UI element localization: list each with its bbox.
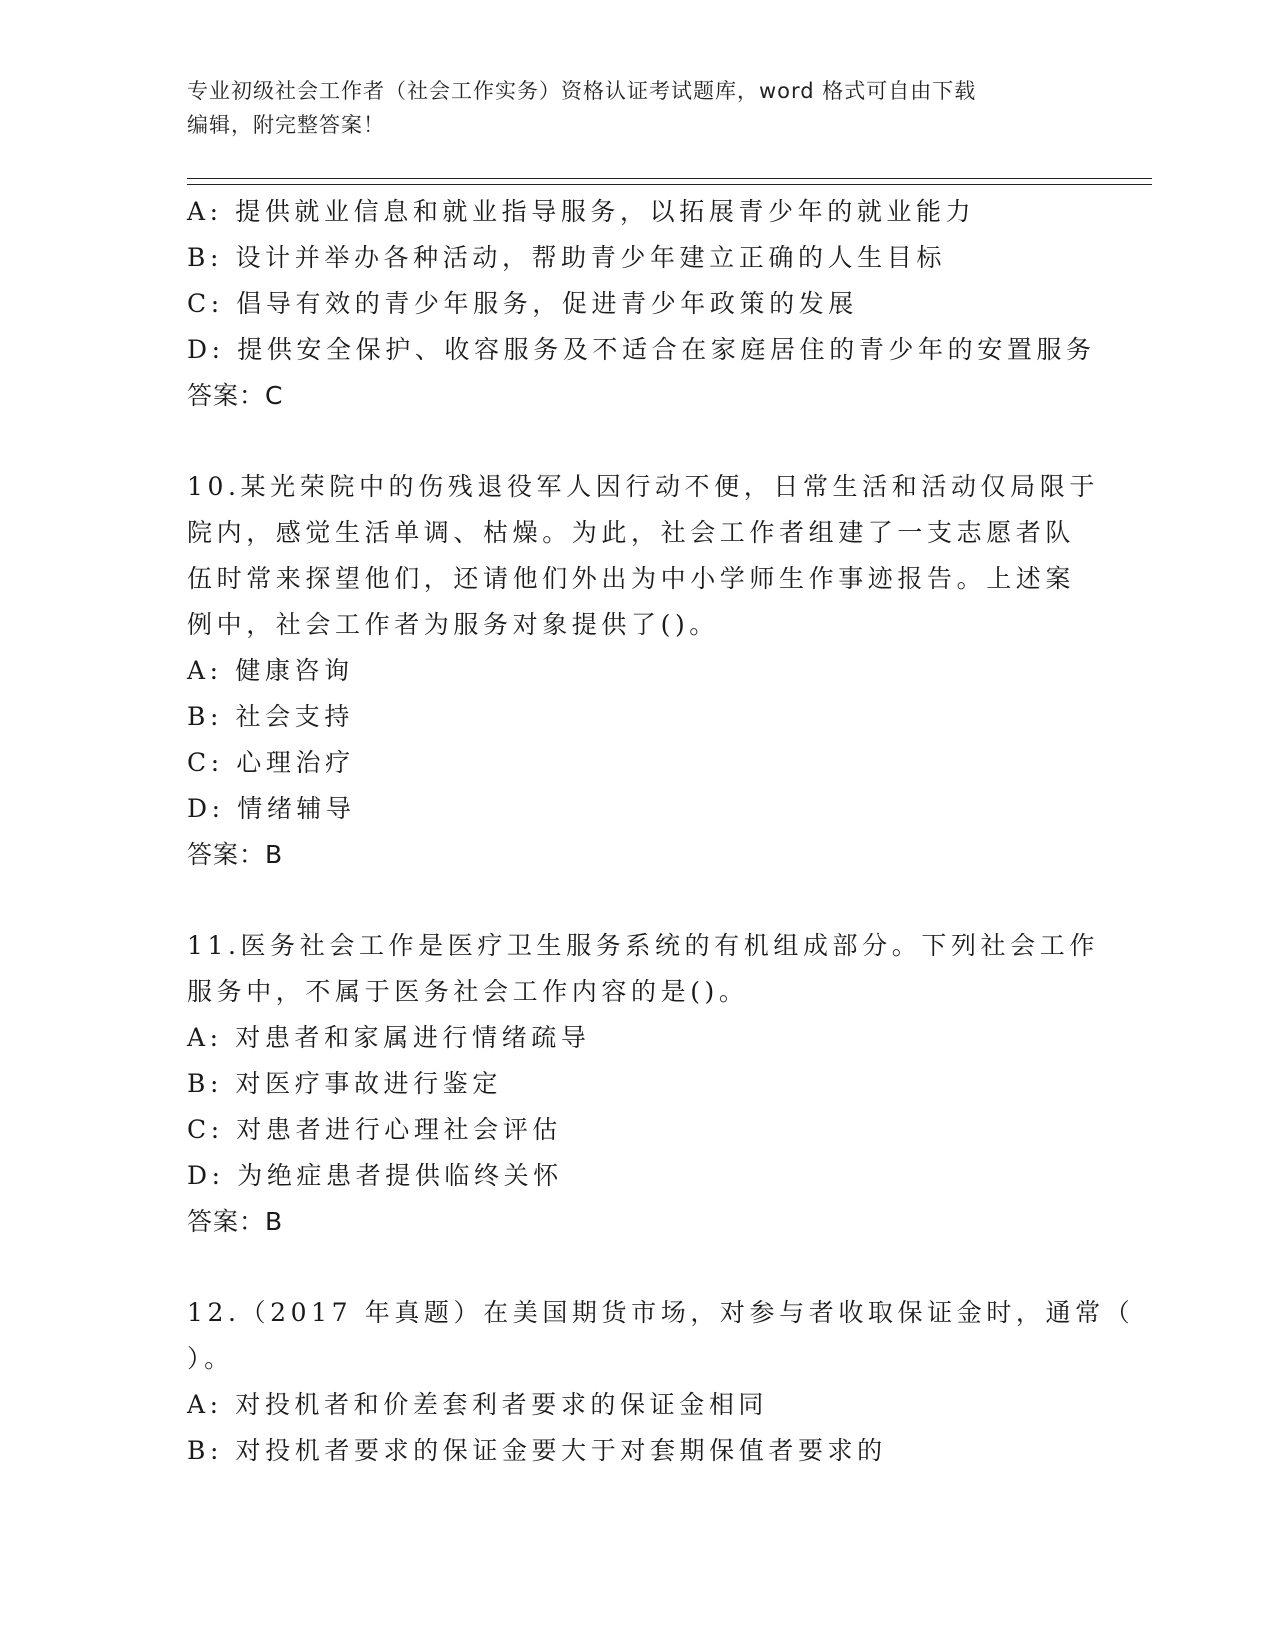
document-header [187,74,1087,142]
question-stem-line: 11.医务社会工作是医疗卫生服务系统的有机组成部分。下列社会工作 [187,931,1099,960]
answer-label: 答案：B [187,840,284,869]
option-a: A: 对患者和家属进行情绪疏导 [187,1023,591,1052]
option-b: B: 对投机者要求的保证金要大于对套期保值者要求的 [187,1436,887,1465]
option-b: B: 设计并举办各种活动，帮助青少年建立正确的人生目标 [187,243,946,272]
question-stem-line: 服务中，不属于医务社会工作内容的是()。 [187,977,749,1006]
option-a: A: 提供就业信息和就业指导服务，以拓展青少年的就业能力 [187,197,976,226]
option-c: C: 心理治疗 [187,748,355,777]
header-title-line-1: 专业初级社会工作者（社会工作实务）资格认证考试题库，word 格式可自由下载 [187,79,977,103]
question-stem-line: ）。 [187,1344,234,1373]
option-a: A: 对投机者和价差套利者要求的保证金相同 [187,1390,769,1419]
document-body [187,189,1135,1474]
question-12 [187,1290,1135,1474]
option-d: D: 提供安全保护、收容服务及不适合在家庭居住的青少年的安置服务 [187,335,1096,364]
option-d: D: 情绪辅导 [187,794,356,823]
header-title-line-2: 编辑，附完整答案！ [187,113,385,137]
option-d: D: 为绝症患者提供临终关怀 [187,1161,563,1190]
option-c: C: 对患者进行心理社会评估 [187,1115,562,1144]
question-stem-line: 12.（2017 年真题）在美国期货市场，对参与者收取保证金时，通常（ [187,1298,1135,1327]
answer-label: 答案：C [187,381,284,410]
question-stem-line: 院内，感觉生活单调、枯燥。为此，社会工作者组建了一支志愿者队 [187,518,1076,547]
option-c: C: 倡导有效的青少年服务，促进青少年政策的发展 [187,289,858,318]
spacer [187,878,1067,923]
spacer [187,1245,1067,1290]
option-b: B: 对医疗事故进行鉴定 [187,1069,502,1098]
question-partial [187,189,1096,419]
question-11 [187,923,1099,1245]
header-divider-top [187,178,1152,179]
option-a: A: 健康咨询 [187,656,354,685]
answer-label: 答案：B [187,1207,284,1236]
spacer [187,419,1067,464]
question-stem-line: 例中，社会工作者为服务对象提供了()。 [187,610,719,639]
question-10 [187,464,1099,878]
header-divider-bottom [187,184,1152,185]
question-stem-line: 伍时常来探望他们，还请他们外出为中小学师生作事迹报告。上述案 [187,564,1076,593]
question-stem-line: 10.某光荣院中的伤残退役军人因行动不便，日常生活和活动仅局限于 [187,472,1099,501]
option-b: B: 社会支持 [187,702,354,731]
